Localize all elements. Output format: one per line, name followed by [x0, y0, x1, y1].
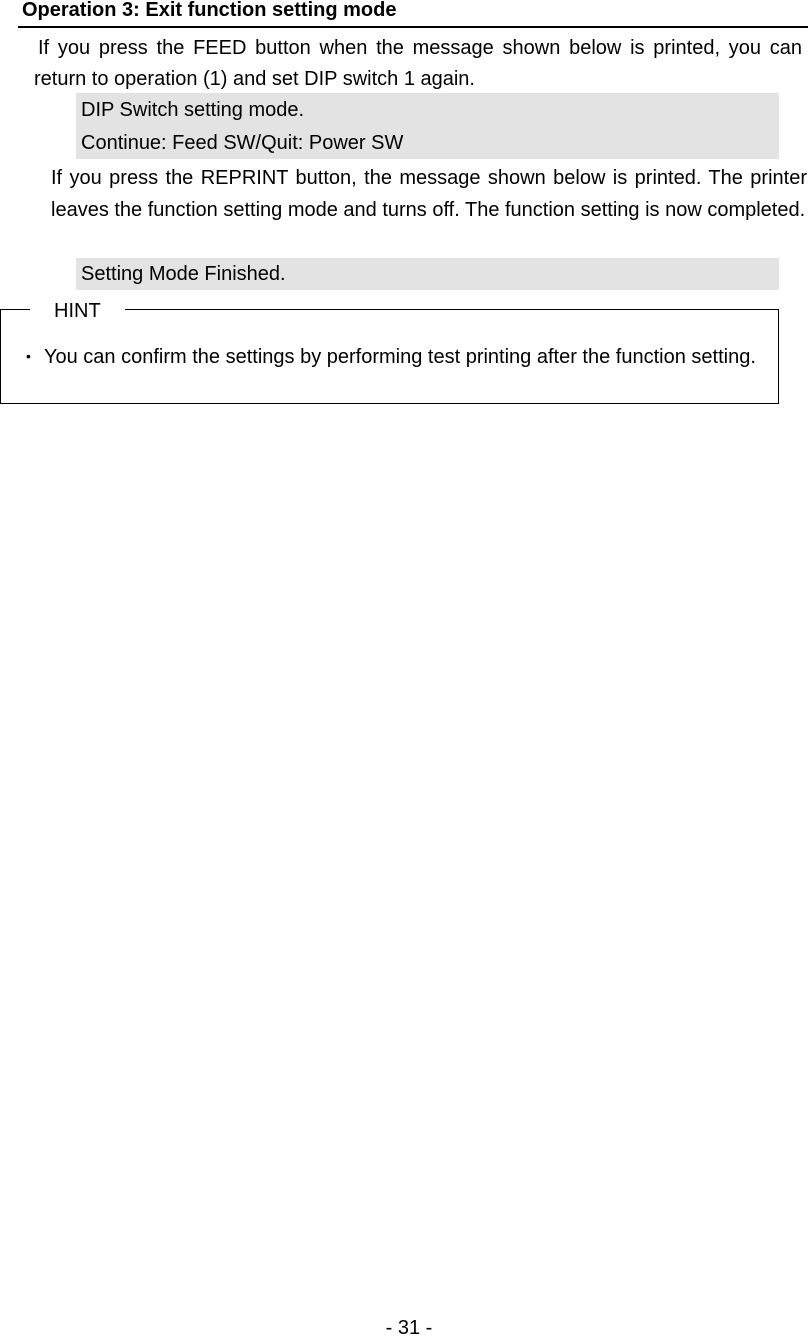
page-number: - 31 - [385, 1317, 433, 1339]
paragraph-feed-button: If you press the FEED button when the message shown below is printed, you can return to operation (1) and set DIP switch 1 again. [34, 37, 802, 90]
paragraph-reprint-button: If you press the REPRINT button, the message shown below is printed. The printer leaves the function setting mode and turns off. The function setting is now completed. [51, 167, 807, 221]
printed-message-dip-switch [76, 93, 779, 159]
message-line-finished: Setting Mode Finished. [81, 263, 286, 285]
section-heading: Operation 3: Exit function setting mode [22, 0, 397, 21]
hint-text: You can confirm the settings by performing test printing after the function setting. [44, 346, 756, 368]
hint-label: HINT [30, 298, 125, 324]
bullet-icon: • [26, 348, 31, 364]
printed-message-finished [76, 258, 779, 290]
message-line-2: Continue: Feed SW/Quit: Power SW [81, 132, 404, 154]
message-line-1: DIP Switch setting mode. [81, 99, 305, 121]
heading-rule [18, 26, 808, 28]
